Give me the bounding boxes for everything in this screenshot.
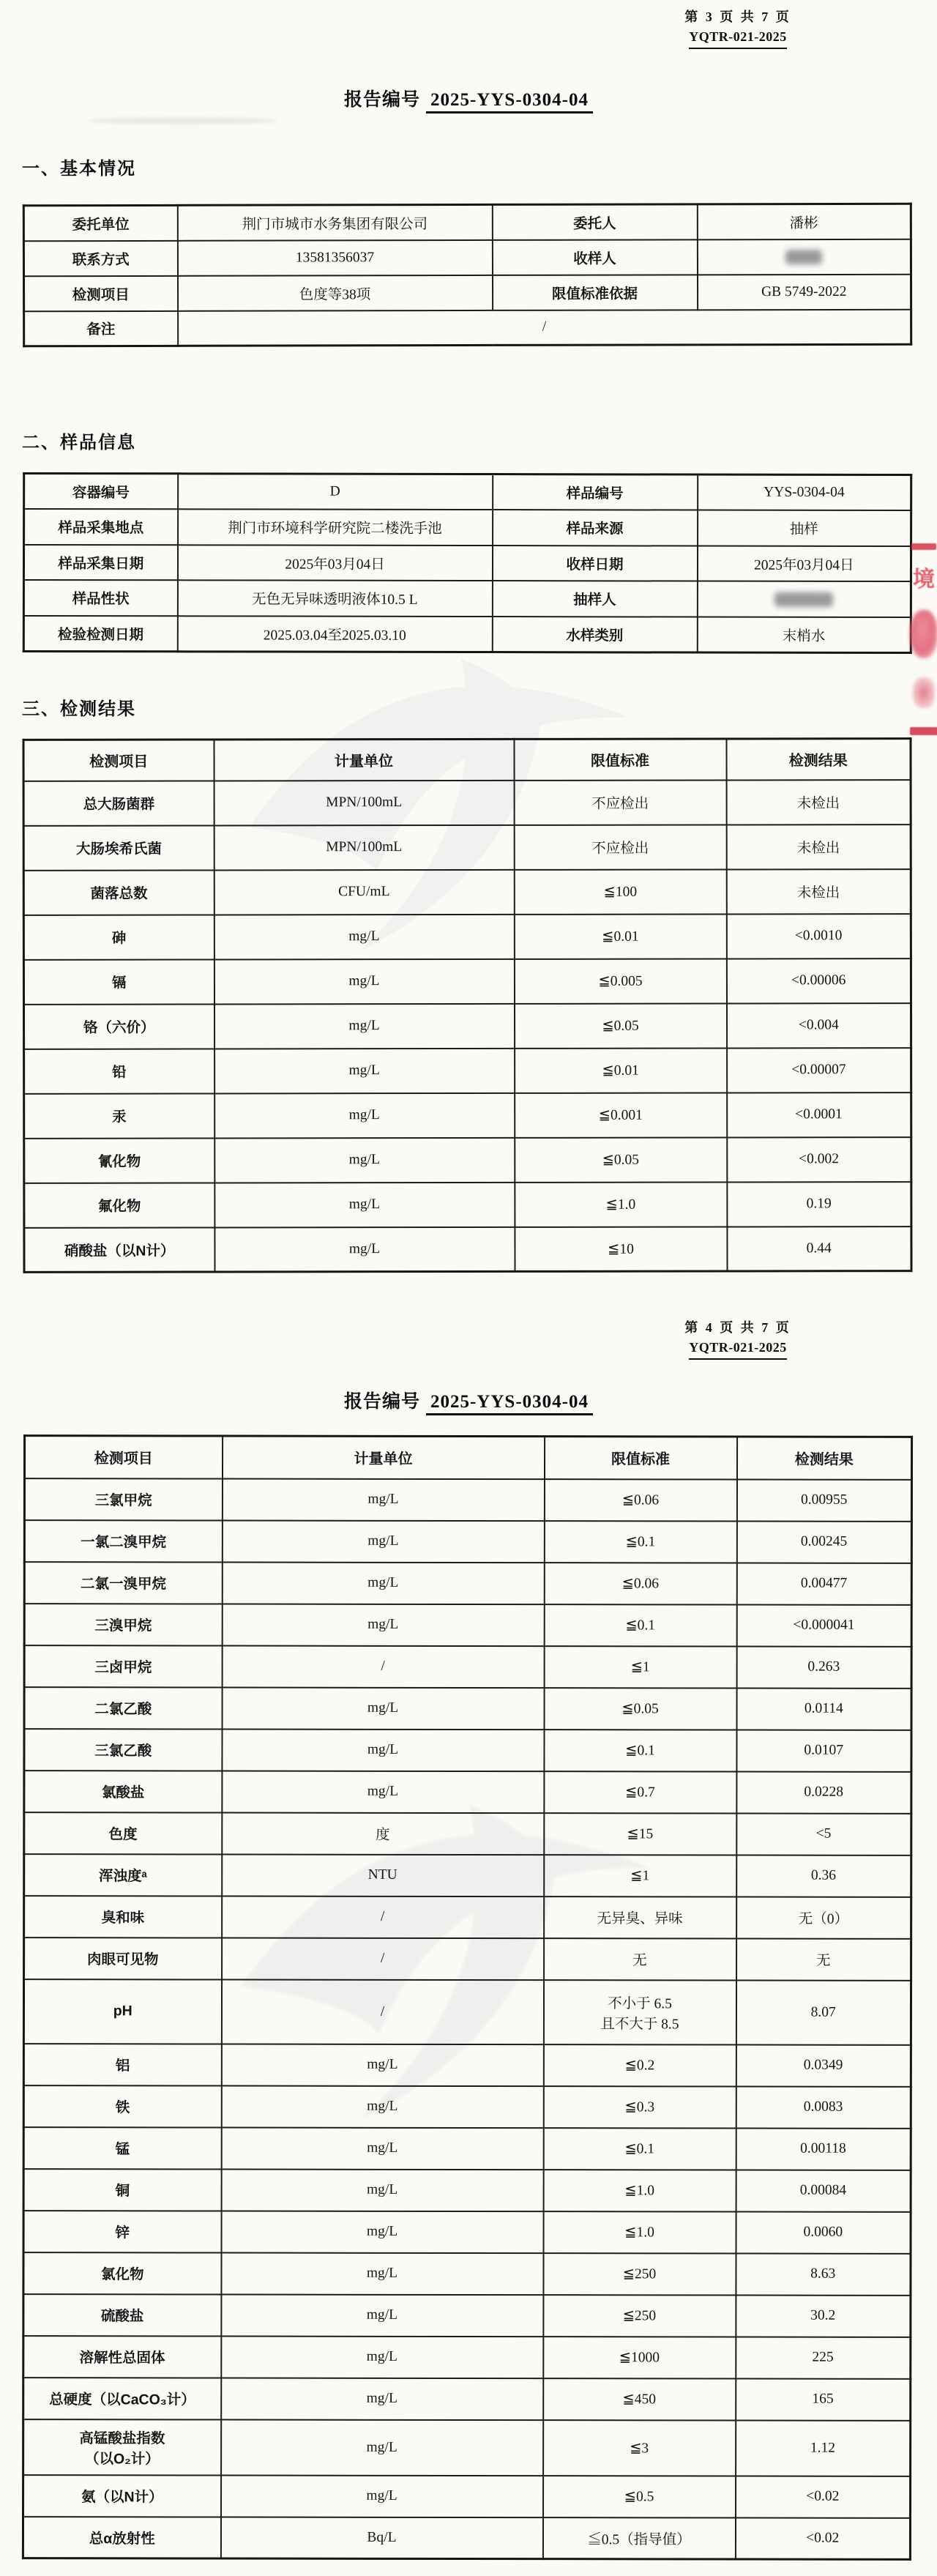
table-row (24, 1478, 911, 1522)
table-cell: 不应检出 (514, 780, 726, 824)
table-cell: 高锰酸盐指数 （以O₂计） (23, 2419, 221, 2475)
table-cell: 委托人 (492, 204, 697, 240)
table-cell: 铬（六价） (23, 1004, 214, 1049)
table-cell: 备注 (24, 310, 178, 346)
table-cell: 总大肠菌群 (23, 781, 214, 825)
table-cell: 未检出 (726, 869, 911, 914)
table-cell: 末梢水 (697, 617, 911, 652)
table-cell: mg/L (221, 2044, 543, 2086)
table-cell: <5 (736, 1813, 911, 1855)
table-cell: 30.2 (736, 2295, 911, 2337)
table-row (24, 1896, 911, 1939)
table-cell: 铝 (23, 2044, 221, 2085)
table-cell: 荆门市环境科学研究院二楼洗手池 (178, 509, 493, 545)
table-cell: / (222, 1645, 544, 1688)
table-row (24, 1604, 911, 1647)
table-cell: ≦0.1 (543, 2128, 736, 2170)
table-cell: mg/L (214, 1226, 515, 1272)
table-cell: / (221, 1979, 543, 2044)
table-cell: Bq/L (220, 2517, 542, 2559)
table-row (24, 1092, 911, 1139)
table-row (23, 1003, 911, 1049)
table-cell: 氨（以N计） (23, 2475, 221, 2517)
table-cell: 无色无异味透明液体10.5 L (177, 580, 492, 616)
table-cell: mg/L (222, 1520, 544, 1563)
table-cell: ≦0.1 (544, 1604, 736, 1646)
table-cell: 氯酸盐 (24, 1771, 222, 1812)
table-cell: 镉 (23, 959, 214, 1004)
table-cell: 无 (736, 1938, 911, 1980)
page-number: 第 4 页 共 7 页 (684, 1320, 791, 1335)
table-cell: ≦100 (514, 869, 726, 914)
table-cell: 浑浊度ᵃ (24, 1854, 222, 1896)
table-row (24, 1729, 911, 1772)
report-number-line (0, 1387, 937, 1413)
table-cell: ≦0.2 (543, 2044, 736, 2086)
table-cell: 样品采集地点 (24, 509, 178, 545)
table-cell: 2025.03.04至2025.03.10 (177, 616, 492, 652)
table-cell: 铜 (23, 2169, 221, 2211)
table-cell: ≦0.3 (543, 2086, 736, 2128)
table-cell: 0.00084 (736, 2170, 911, 2211)
table-cell: ≦250 (543, 2295, 736, 2337)
table-cell: mg/L (221, 2336, 543, 2378)
table-cell: mg/L (214, 1003, 514, 1049)
table-row (23, 2085, 911, 2129)
table-cell: NTU (222, 1854, 544, 1896)
report-number-line (0, 85, 937, 111)
table-cell: 0.0349 (736, 2044, 911, 2086)
table-cell: / (222, 1937, 544, 1980)
table-row (23, 958, 911, 1005)
table-cell: ≦0.5 (543, 2476, 736, 2517)
table-cell: 铅 (24, 1049, 214, 1093)
section-title-basic-info: 一、基本情况 (22, 159, 136, 179)
report-number-label: 报告编号 (344, 1391, 421, 1412)
table-cell: ≦1.0 (515, 1182, 727, 1226)
table-cell: ≦0.5（指导值） (542, 2517, 735, 2559)
table-cell: ≦1 (544, 1855, 736, 1896)
table-row (23, 2419, 911, 2476)
sample-info-table (23, 472, 912, 654)
section-title-sample-info: 二、样品信息 (22, 433, 136, 453)
table-cell: MPN/100mL (214, 780, 514, 825)
table-cell: 0.44 (727, 1226, 911, 1271)
document-code: YQTR-021-2025 (689, 27, 787, 49)
table-cell: 肉眼可见物 (24, 1937, 222, 1979)
table-cell: 荆门市城市水务集团有限公司 (177, 204, 492, 240)
table-cell: mg/L (222, 1687, 544, 1730)
table-row (24, 509, 911, 546)
table-cell: ≦450 (543, 2378, 736, 2420)
table-cell: 0.19 (727, 1182, 911, 1226)
table-cell: <0.02 (735, 2517, 910, 2559)
table-row (24, 1854, 911, 1897)
redacted-cell (697, 239, 911, 275)
table-cell: 不应检出 (514, 824, 726, 869)
table-cell: 无 (544, 1938, 736, 1980)
results-table-page4 (22, 1434, 913, 2561)
table-cell: 样品采集日期 (23, 544, 177, 580)
table-row (24, 1562, 911, 1605)
seal-character: 境 (913, 567, 935, 592)
table-row (23, 824, 911, 871)
table-cell: YYS-0304-04 (698, 474, 911, 510)
table-row (23, 2127, 911, 2170)
column-header: 检测项目 (23, 740, 214, 781)
table-row (23, 780, 911, 826)
table-cell: 联系方式 (23, 240, 177, 275)
table-cell: 潘彬 (697, 204, 911, 239)
table-cell: 臭和味 (24, 1896, 222, 1937)
seal-bar (910, 727, 937, 735)
table-cell: ≦0.05 (515, 1137, 727, 1182)
table-cell: ≦0.1 (544, 1730, 736, 1771)
table-row (24, 1048, 911, 1094)
redacted-cell (697, 581, 911, 617)
table-cell: 总α放射性 (23, 2517, 220, 2558)
table-cell: 无异臭、异味 (544, 1896, 736, 1938)
table-cell: 样品编号 (493, 474, 698, 510)
table-cell: ≦1000 (543, 2337, 736, 2378)
table-cell: ≦10 (515, 1226, 727, 1271)
table-cell: 菌落总数 (23, 870, 214, 915)
table-cell: ≦0.001 (515, 1092, 727, 1137)
table-cell: 氯化物 (23, 2252, 221, 2294)
table-cell: 收样人 (492, 239, 697, 275)
report-number-value: 2025-YYS-0304-04 (426, 90, 593, 113)
table-cell: mg/L (221, 2475, 543, 2517)
table-cell: 氟化物 (24, 1183, 214, 1227)
table-cell: 溶解性总固体 (23, 2336, 221, 2378)
table-cell: ≦3 (543, 2420, 736, 2476)
table-cell: / (178, 309, 911, 346)
table-cell: <0.002 (727, 1137, 911, 1182)
table-cell: D (178, 474, 493, 510)
table-cell: 165 (736, 2378, 911, 2420)
results-table-page3 (22, 737, 912, 1273)
table-cell: ≦0.01 (514, 914, 726, 958)
table-row (23, 2294, 911, 2337)
table-row (24, 1226, 911, 1273)
table-cell: 二氯乙酸 (24, 1687, 222, 1729)
table-row (23, 239, 911, 276)
page-header (628, 1318, 848, 1360)
table-cell: 铁 (23, 2085, 221, 2127)
table-cell: 0.0060 (736, 2211, 911, 2253)
table-row (24, 1182, 911, 1228)
table-cell: 0.0083 (736, 2086, 911, 2128)
table-cell: 三卤甲烷 (24, 1645, 222, 1687)
table-cell: mg/L (222, 1478, 544, 1521)
column-header: 检测结果 (736, 1437, 911, 1479)
table-cell: 不小于 6.5 且不大于 8.5 (543, 1980, 736, 2044)
table-cell: 限值标准依据 (492, 275, 697, 310)
table-cell: mg/L (221, 2127, 543, 2170)
table-cell: ≦250 (543, 2253, 736, 2295)
table-row (23, 2044, 911, 2087)
table-cell: 三氯甲烷 (24, 1478, 222, 1520)
table-cell: 砷 (23, 915, 214, 959)
page-number: 第 3 页 共 7 页 (684, 10, 791, 24)
table-cell: ≦0.01 (515, 1048, 727, 1092)
column-header: 限值标准 (514, 739, 726, 780)
table-cell: 0.00245 (736, 1521, 911, 1563)
table-cell: 检验检测日期 (23, 615, 177, 651)
table-cell: 锌 (23, 2211, 221, 2252)
table-cell: 未检出 (726, 780, 911, 824)
table-row (23, 2252, 911, 2296)
table-row (23, 544, 911, 581)
table-cell: pH (23, 1979, 221, 2044)
table-cell: 0.00118 (736, 2128, 911, 2170)
table-cell: / (222, 1896, 544, 1938)
table-row (23, 914, 911, 960)
table-row (23, 2517, 910, 2560)
table-row (23, 615, 911, 652)
table-cell: 样品来源 (493, 510, 698, 546)
table-cell: 1.12 (736, 2420, 911, 2476)
table-cell: mg/L (214, 1182, 515, 1227)
report-page-4 (0, 1311, 937, 2576)
table-cell: 硝酸盐（以N计） (24, 1227, 214, 1272)
header-row (23, 739, 911, 781)
column-header: 计量单位 (222, 1436, 544, 1479)
table-cell: mg/L (214, 1092, 515, 1138)
column-header: 限值标准 (544, 1437, 736, 1479)
table-cell: <0.00006 (726, 958, 911, 1003)
table-row (24, 1687, 911, 1730)
table-cell: 氰化物 (24, 1138, 214, 1183)
table-cell: ≦0.06 (544, 1479, 736, 1521)
table-cell: ≦0.06 (544, 1563, 736, 1604)
report-number-label: 报告编号 (344, 89, 421, 110)
table-cell: mg/L (214, 914, 514, 959)
table-cell: mg/L (221, 2211, 543, 2253)
table-row (24, 473, 911, 510)
table-cell: mg/L (221, 2169, 543, 2211)
table-row (23, 2169, 911, 2212)
table-row (24, 1645, 911, 1689)
redacted-name (785, 250, 822, 264)
table-cell: 0.0114 (736, 1688, 911, 1730)
table-row (23, 2378, 911, 2421)
table-cell: 无（0） (736, 1896, 911, 1938)
section-title-results: 三、检测结果 (22, 699, 136, 719)
red-seal-fragment (905, 543, 937, 858)
seal-blob (910, 610, 937, 658)
table-cell: CFU/mL (214, 869, 514, 915)
table-row (24, 1812, 911, 1855)
table-cell: 2025年03月04日 (177, 545, 492, 581)
table-cell: <0.02 (736, 2476, 911, 2517)
table-cell: 委托单位 (23, 205, 177, 240)
table-cell: 0.00477 (736, 1563, 911, 1604)
table-cell: 检测项目 (24, 275, 178, 310)
header-row (24, 1436, 911, 1480)
table-cell: 色度 (24, 1812, 222, 1854)
table-cell: GB 5749-2022 (697, 274, 911, 310)
table-cell: 2025年03月04日 (697, 546, 911, 581)
table-row (23, 2475, 911, 2518)
table-cell: MPN/100mL (214, 824, 514, 870)
table-row (23, 869, 911, 915)
table-cell: mg/L (221, 2419, 543, 2476)
table-cell: ≦1.0 (543, 2211, 736, 2253)
table-cell: 大肠埃希氏菌 (23, 825, 214, 870)
table-cell: mg/L (221, 2252, 543, 2295)
table-row (23, 580, 911, 617)
table-cell: 抽样 (698, 510, 911, 546)
redacted-name (774, 592, 833, 607)
table-cell: 容器编号 (24, 473, 178, 509)
document-code: YQTR-021-2025 (689, 1338, 787, 1360)
table-cell: 三溴甲烷 (24, 1604, 222, 1645)
table-cell: 抽样人 (492, 581, 697, 617)
table-cell: ≦0.05 (544, 1688, 736, 1730)
table-row (23, 1979, 911, 2045)
table-cell: 硫酸盐 (23, 2294, 221, 2336)
table-cell: mg/L (214, 958, 514, 1004)
table-cell: 0.36 (736, 1855, 911, 1896)
table-cell: 收样日期 (492, 546, 697, 581)
table-row (24, 309, 911, 346)
table-cell: ≦0.005 (514, 958, 726, 1003)
table-cell: <0.0010 (726, 914, 911, 958)
table-cell: 8.07 (736, 1980, 911, 2044)
table-cell: ≦15 (544, 1813, 736, 1855)
table-cell: 未检出 (726, 824, 911, 869)
table-cell: 一氯二溴甲烷 (24, 1520, 222, 1562)
table-cell: 水样类别 (492, 617, 697, 652)
table-cell: <0.00007 (727, 1048, 911, 1092)
page-header (628, 7, 848, 49)
table-cell: 0.0228 (736, 1771, 911, 1813)
table-cell: 0.263 (736, 1646, 911, 1688)
table-cell: 色度等38项 (178, 275, 493, 310)
table-cell: 锰 (23, 2127, 221, 2169)
table-cell: 三氯乙酸 (24, 1729, 222, 1771)
table-row (23, 204, 911, 241)
table-cell: mg/L (222, 1604, 544, 1646)
table-cell: mg/L (221, 2294, 543, 2337)
table-row (24, 1937, 911, 1981)
table-cell: 0.0107 (736, 1730, 911, 1771)
table-row (24, 1137, 911, 1183)
basic-info-table (23, 203, 912, 348)
table-cell: 225 (736, 2337, 911, 2378)
report-number-value: 2025-YYS-0304-04 (426, 1392, 593, 1415)
table-cell: 度 (222, 1812, 544, 1855)
table-cell: mg/L (221, 2378, 543, 2420)
scan-smudge (88, 117, 278, 124)
table-cell: mg/L (221, 2085, 543, 2128)
column-header: 计量单位 (214, 739, 514, 781)
table-cell: <0.004 (726, 1003, 911, 1048)
table-cell: ≦1 (544, 1646, 736, 1688)
table-cell: <0.000041 (736, 1604, 911, 1646)
table-cell: mg/L (214, 1048, 515, 1093)
table-cell: 总硬度（以CaCO₃计） (23, 2378, 221, 2419)
table-cell: ≦0.05 (514, 1003, 726, 1048)
table-cell: 13581356037 (177, 239, 492, 275)
seal-blob (913, 677, 935, 708)
table-row (23, 2336, 911, 2379)
table-cell: ≦0.7 (544, 1771, 736, 1813)
table-row (24, 1771, 911, 1814)
table-cell: 汞 (24, 1093, 214, 1138)
table-cell: mg/L (214, 1137, 515, 1183)
table-cell: 样品性状 (23, 580, 177, 616)
table-cell: mg/L (222, 1729, 544, 1771)
seal-bar (911, 543, 936, 550)
table-cell: <0.0001 (727, 1092, 911, 1137)
table-cell: 二氯一溴甲烷 (24, 1562, 222, 1604)
table-cell: mg/L (222, 1771, 544, 1813)
table-cell: 0.00955 (736, 1479, 911, 1521)
table-row (24, 1520, 911, 1563)
table-cell: ≦0.1 (544, 1521, 736, 1563)
table-cell: 8.63 (736, 2253, 911, 2295)
column-header: 检测结果 (726, 739, 911, 780)
table-row (24, 274, 911, 311)
table-row (23, 2211, 911, 2254)
column-header: 检测项目 (24, 1436, 222, 1478)
table-cell: ≦1.0 (543, 2170, 736, 2211)
table-cell: mg/L (222, 1562, 544, 1604)
